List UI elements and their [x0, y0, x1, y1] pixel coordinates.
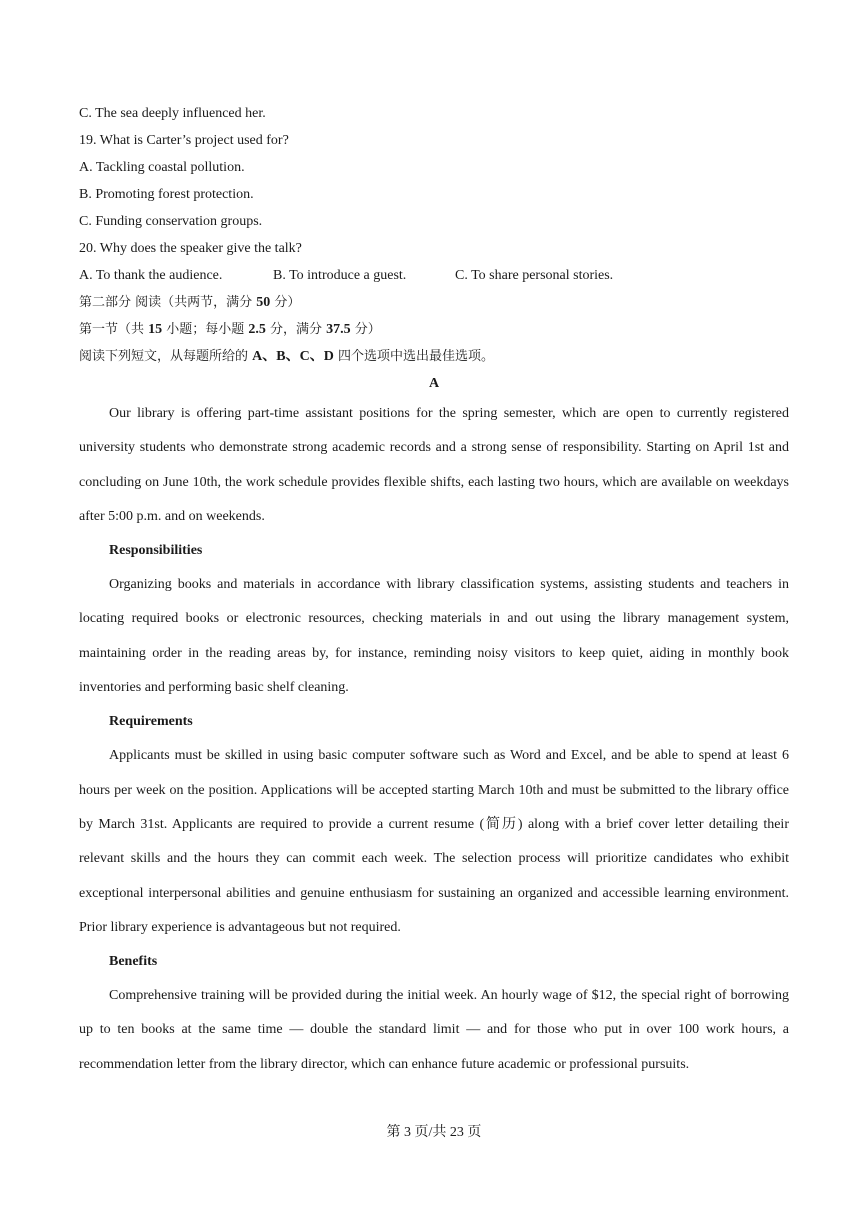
q19-option-c: C. Funding conservation groups. [79, 214, 263, 229]
instruction-letters: A、B、C、D [252, 349, 334, 364]
passage-label: A [428, 376, 440, 391]
q18-option-c: C. The sea deeply influenced her. [79, 106, 266, 121]
question-count: 15 [148, 322, 163, 337]
exam-page [79, 100, 789, 1082]
requirements-text: Applicants must be skilled in using basic computer software such as Word and Excel, and be able to spend at least 6 hours per week on the position. Applications will be accepted starting March 10th and must be submitted to the library office by March 31st. Applicants are required to provide a current resume (简历) along with a brief cover letter detailing their relevant skills and the hours they can commit each week. The selection process will prioritize candidates who exhibit exceptional interpersonal abilities and genuine enthusiasm for sustaining an organized and accessible learning environment. Prior library experience is advantageous but not required. [79, 748, 789, 935]
q20-option-b: B. To introduce a guest. [273, 268, 407, 283]
q20-options [79, 262, 789, 289]
section-heading-end: 分） [350, 322, 381, 337]
reading-part-heading [79, 289, 789, 316]
section-heading-mid: 小题；每小题 [162, 322, 249, 337]
responsibilities-heading: Responsibilities [109, 543, 203, 559]
q20-option-a: A. To thank the audience. [79, 268, 223, 283]
score-each: 2.5 [248, 322, 266, 337]
section-heading-text: 第一节（共 [79, 322, 149, 337]
q19-option-a: A. Tackling coastal pollution. [79, 160, 245, 175]
responsibilities-text: Organizing books and materials in accordance with library classification systems, assisting students and teachers in locating required books or electronic resources, checking materials in and out using the library management system, maintaining order in the reading areas by, for instance, reminding noisy visitors to keep quiet, aiding in monthly book inventories and performing basic shelf cleaning. [79, 577, 789, 696]
score-total: 37.5 [326, 322, 351, 337]
reading-section-heading [79, 316, 789, 343]
requirements-heading: Requirements [109, 714, 193, 730]
instruction-end: 四个选项中选出最佳选项。 [333, 349, 494, 364]
passage-intro: Our library is offering part-time assistant positions for the spring semester, which are open to currently registered university students who demonstrate strong academic records and a strong sense of responsibility. Starting on April 1st and concluding on June 10th, the work schedule provides flexible shifts, each lasting two hours, which are available on weekdays after 5:00 p.m. and on weekends. [79, 406, 789, 524]
instruction-text: 阅读下列短文，从每题所给的 [79, 349, 253, 364]
q20-question: 20. Why does the speaker give the talk? [79, 241, 302, 256]
q19-option-b: B. Promoting forest protection. [79, 187, 254, 202]
benefits-text: Comprehensive training will be provided during the initial week. An hourly wage of $12, the special right of borrowing up to ten books at the same time — double the standard limit — and for those who put in over 100 work hours, a recommendation letter from the library director, which can enhance future academic or professional pursuits. [79, 988, 789, 1072]
page-number: 第 3 页/共 23 页 [386, 1125, 482, 1140]
benefits-heading: Benefits [109, 954, 158, 970]
reading-instruction [79, 343, 789, 370]
part-score: 50 [256, 295, 271, 310]
section-heading-mid2: 分，满分 [265, 322, 327, 337]
part-heading-text: 第二部分 阅读（共两节，满分 [79, 295, 257, 310]
q20-option-c: C. To share personal stories. [455, 268, 614, 283]
q19-question: 19. What is Carter’s project used for? [79, 133, 289, 148]
part-heading-end: 分） [270, 295, 301, 310]
